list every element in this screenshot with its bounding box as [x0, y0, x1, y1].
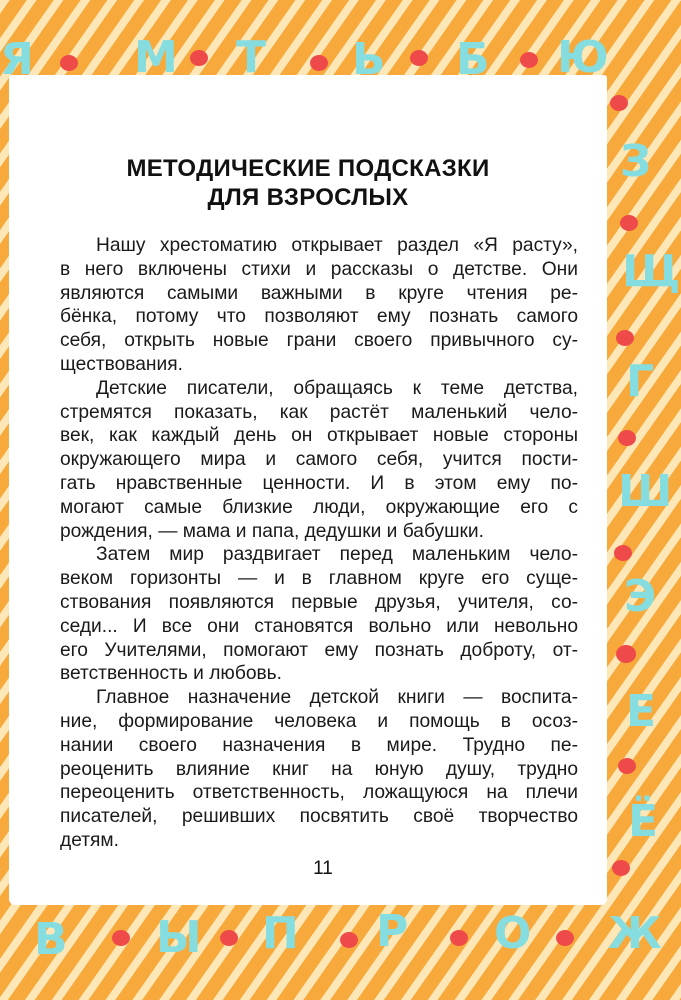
- frame-letter: Ш: [618, 466, 673, 517]
- frame-dot: [610, 95, 628, 111]
- frame-letter: Я: [0, 34, 34, 85]
- frame-letter: П: [262, 908, 299, 959]
- frame-dot: [190, 50, 208, 66]
- frame-letter: Г: [626, 356, 655, 407]
- frame-letter: Ю: [557, 32, 609, 83]
- frame-letter: Щ: [622, 246, 681, 297]
- frame-letter: Т: [236, 32, 267, 83]
- page-title: МЕТОДИЧЕСКИЕ ПОДСКАЗКИ ДЛЯ ВЗРОСЛЫХ: [126, 155, 490, 211]
- frame-dot: [112, 930, 130, 946]
- body-text: [60, 234, 578, 853]
- frame-dot: [340, 932, 358, 948]
- frame-letter: З: [620, 136, 652, 187]
- frame-dot: [616, 645, 636, 663]
- frame-dot: [450, 930, 468, 946]
- frame-dot: [614, 545, 632, 561]
- frame-letter: Ь: [352, 34, 386, 85]
- frame-dot: [616, 330, 634, 346]
- frame-dot: [220, 930, 238, 946]
- frame-letter: В: [34, 914, 68, 965]
- paragraph-1: Нашу хрестоматию открывает раздел «Я расту», в него включены стихи и рассказы о детстве. Они являются самыми важными в круге чтения ре- бёнка, потому что позволяют ему познать самого себя, открыть новые грани своего привычного су- ществования.: [60, 235, 578, 375]
- paragraph-2: Детские писатели, обращаясь к теме детства, стремятся показать, как растёт маленький чело- век, как каждый день он открывает новые стороны окружающего мира и самого себя, учится пости- гать нравственные ценности. И в этом ему по- могают самые близкие люди, окружающие его с рождения, — мама и папа, дедушки и бабушки.: [60, 377, 578, 542]
- frame-letter: Р: [376, 906, 409, 957]
- page-number: 11: [313, 858, 333, 879]
- frame-letter: О: [494, 908, 532, 959]
- frame-dot: [60, 55, 78, 71]
- frame-letter: Ё: [628, 796, 659, 847]
- frame-dot: [410, 50, 428, 66]
- frame-letter: Ы: [156, 912, 202, 963]
- frame-dot: [520, 52, 538, 68]
- frame-dot: [556, 930, 574, 946]
- paragraph-3: Затем мир раздвигает перед маленьким чело- веком горизонты — и в главном круге его суще- ствования появляются первые друзья, учителя, со- седи... И все они становятся вольно или невольно его Учителями, помогают ему познать доброту, от- ветственность и любовь.: [60, 544, 578, 685]
- paragraph-4: Главное назначение детской книги — воспита- ние, формирование человека и помощь в осоз- нании своего назначения в мире. Трудно пе- реоценить влияние книг на юную душу, трудно переоценить ответственность, ложащуюся на плечи писателей, решивших посвятить своё творчество детям.: [60, 687, 578, 851]
- frame-dot: [618, 430, 636, 446]
- frame-dot: [310, 55, 328, 71]
- frame-letter: Ж: [608, 908, 662, 959]
- page-sheet: [9, 75, 607, 905]
- frame-letter: Б: [456, 34, 490, 85]
- frame-letter: М: [134, 32, 178, 83]
- frame-dot: [612, 860, 630, 876]
- frame-dot: [618, 758, 636, 774]
- frame-letter: Э: [624, 571, 657, 622]
- frame-dot: [620, 215, 638, 231]
- frame-letter: Е: [626, 686, 657, 737]
